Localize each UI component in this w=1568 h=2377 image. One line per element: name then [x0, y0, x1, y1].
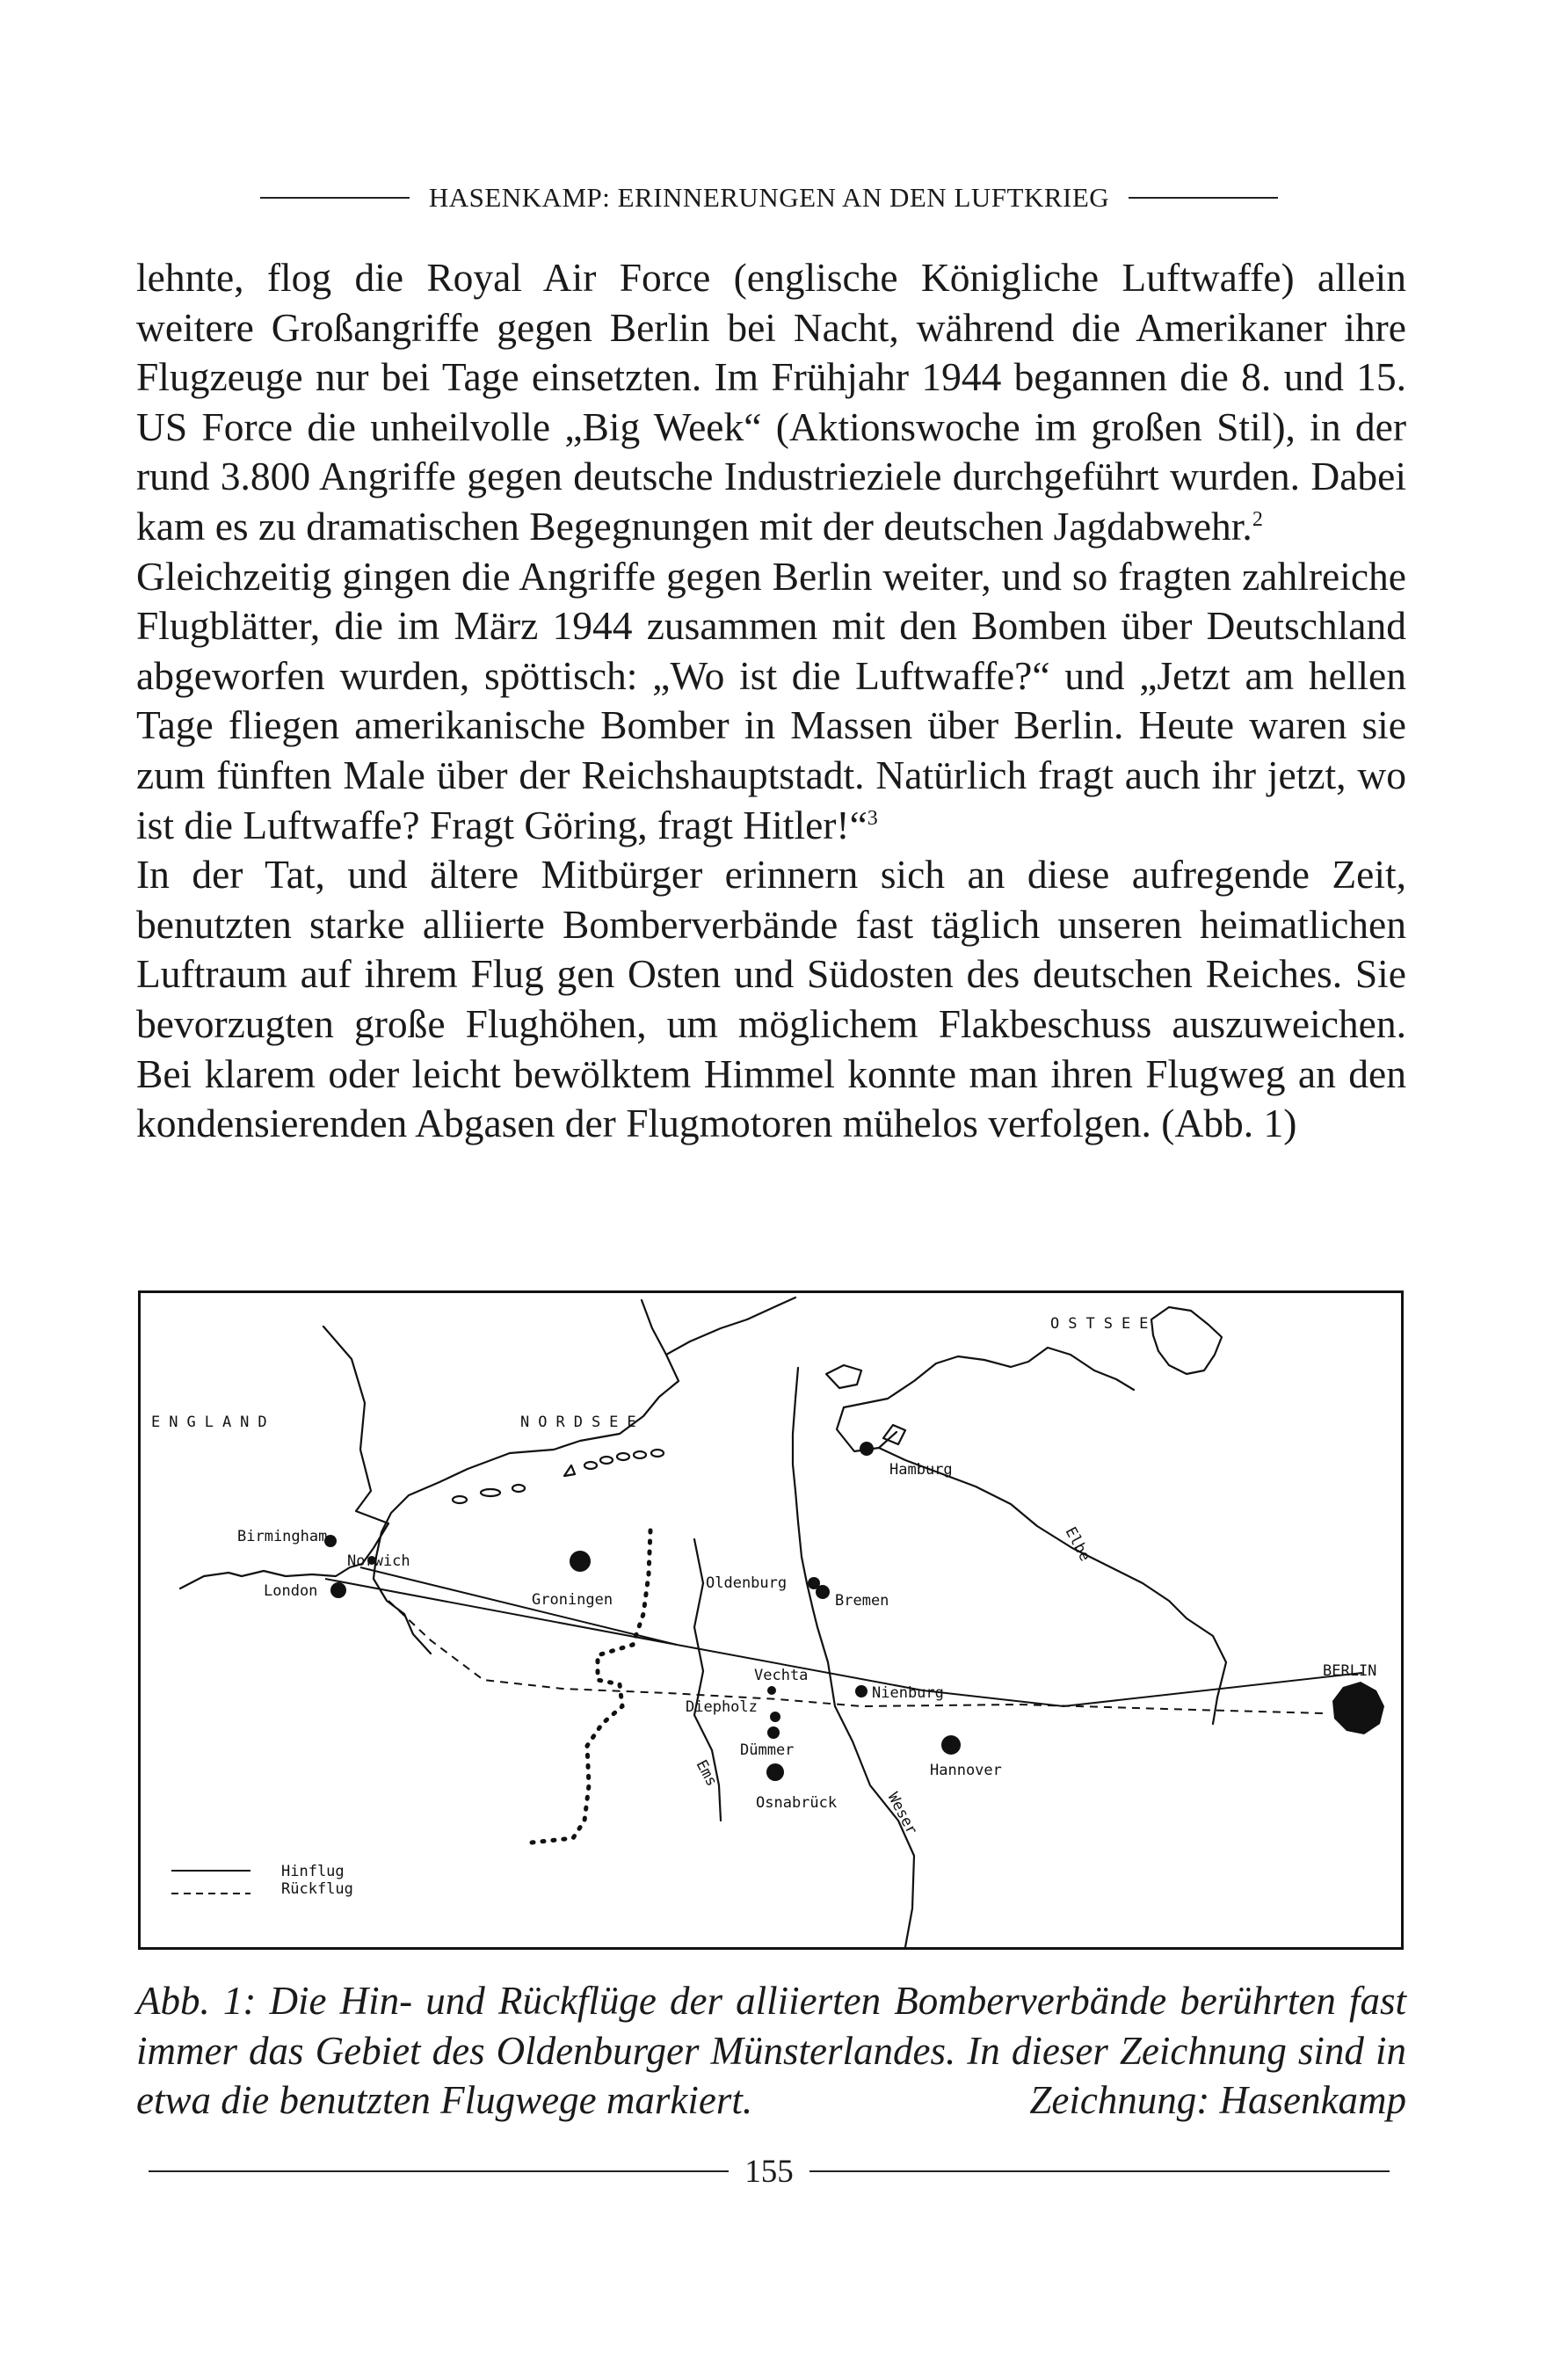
- label-hannover: Hannover: [930, 1762, 1002, 1779]
- label-duemmer: Dümmer: [740, 1741, 795, 1759]
- frisian-island-3: [512, 1485, 525, 1492]
- label-ems: Ems: [692, 1756, 721, 1790]
- label-birmingham: Birmingham: [237, 1528, 328, 1545]
- footer-rule-left: [149, 2170, 729, 2172]
- figure-caption: [136, 1976, 1406, 2126]
- outbound-route-line-2: [325, 1579, 677, 1645]
- legend-return-label: Rückflug: [281, 1880, 353, 1898]
- dot-bremen: [816, 1585, 830, 1599]
- footnote-ref-3[interactable]: 3: [867, 806, 878, 830]
- label-osnabrueck: Osnabrück: [756, 1794, 838, 1812]
- dot-hamburg: [860, 1442, 874, 1456]
- label-elbe: Elbe: [1061, 1523, 1094, 1565]
- dot-vechta: [767, 1686, 776, 1695]
- label-nordsee: NORDSEE: [520, 1414, 645, 1431]
- label-hamburg: Hamburg: [889, 1461, 953, 1479]
- baltic-coastline-east: [844, 1348, 1134, 1407]
- footer-rule-right: [809, 2170, 1390, 2172]
- label-groningen: Groningen: [532, 1591, 613, 1609]
- running-head-rule-right: [1129, 197, 1278, 199]
- dot-hannover: [941, 1735, 961, 1755]
- legend-outbound-label: Hinflug: [281, 1863, 345, 1880]
- label-vechta: Vechta: [754, 1667, 809, 1684]
- paragraph-2-text: Gleichzeitig gingen die Angriffe gegen Berlin weiter, und so fragten zahlreiche Flugblätter, die im März 1944 zusammen mit den Bomben über Deutschland abgeworfen wurden, spöttisch: „Wo ist die Luftwaffe?“ und „Jetzt am hellen Tage fliegen amerikanische Bomber in Massen über Berlin. Heute waren sie zum fünften Male über der Reichshauptstadt. Natürlich fragt auch ihr jetzt, wo ist die Luftwaffe? Fragt Göring, fragt Hitler!“: [136, 553, 1406, 847]
- label-nienburg: Nienburg: [872, 1684, 944, 1702]
- england-coastline: [180, 1327, 388, 1588]
- map-legend: [171, 1863, 353, 1898]
- frisian-island-8: [634, 1451, 646, 1458]
- running-head-title: HASENKAMP: ERINNERUNGEN AN DEN LUFTKRIEG: [428, 182, 1110, 213]
- continental-coastline: [374, 1300, 679, 1654]
- label-london: London: [264, 1582, 318, 1600]
- baltic-coastline: [666, 1298, 795, 1355]
- dot-london: [330, 1582, 346, 1598]
- dot-groningen: [570, 1551, 591, 1572]
- caption-paragraph: [136, 1976, 1406, 2126]
- footnote-ref-2[interactable]: 2: [1252, 507, 1263, 531]
- river-elbe: [879, 1448, 1226, 1724]
- map-figure: [138, 1290, 1404, 1950]
- page-footer: [132, 2147, 1406, 2196]
- dot-duemmer: [767, 1726, 780, 1739]
- dot-osnabrueck: [766, 1763, 784, 1781]
- frisian-island-9: [651, 1450, 664, 1457]
- paragraph-2: [136, 552, 1406, 851]
- caption-text: Abb. 1: Die Hin- und Rückflüge der alliierten Bomberverbände berührten fast immer das Gebiet des Oldenburger Münsterlandes. In dieser Zeichnung sind in etwa die benutzten Flugwege markiert.: [136, 1979, 1406, 2123]
- paragraph-3: [136, 850, 1406, 1149]
- frisian-island-7: [617, 1453, 629, 1460]
- caption-credit: Zeichnung: Hasenkamp: [1029, 2078, 1406, 2123]
- label-berlin: BERLIN: [1323, 1662, 1377, 1680]
- paragraph-3-text: In der Tat, und ältere Mitbürger erinnern sich an diese aufregende Zeit, benutzten starke alliierte Bomberverbände fast täglich unseren heimatlichen Luftraum auf ihrem Flug gen Osten und Südosten des deutschen Reiches. Sie bevorzugten große Flughöhen, um möglichem Flakbeschuss auszuweichen. Bei klarem oder leicht bewölktem Himmel konnte man ihren Flugweg an den kondensierenden Abgasen der Flugmotoren mühelos verfolgen. (Abb. 1): [136, 852, 1406, 1146]
- paragraph-1-text: lehnte, flog die Royal Air Force (englische Königliche Luftwaffe) allein weitere Großangriffe gegen Berlin bei Nacht, während die Amerikaner ihre Flugzeuge nur bei Tage einsetzten. Im Frühjahr 1944 begannen die 8. und 15. US Force die unheilvolle „Big Week“ (Aktionswoche im großen Stil), in der rund 3.800 Angriffe gegen deutsche Industrieziele durchgeführt wurden. Dabei kam es zu dramatischen Begegnungen mit der deutschen Jagdabwehr.: [136, 255, 1406, 549]
- label-england: ENGLAND: [151, 1414, 276, 1431]
- page-number: 155: [744, 2153, 794, 2190]
- body-text: [136, 253, 1406, 1149]
- label-ostsee: OSTSEE: [1050, 1315, 1158, 1333]
- island-fehmarn: [826, 1365, 861, 1388]
- frisian-island-5: [584, 1462, 597, 1469]
- label-diepholz: Diepholz: [686, 1698, 758, 1716]
- dot-diepholz: [770, 1712, 780, 1722]
- frisian-island-2: [481, 1489, 500, 1496]
- label-weser: Weser: [883, 1789, 921, 1838]
- frisian-island-1: [453, 1496, 467, 1503]
- label-oldenburg: Oldenburg: [706, 1574, 788, 1592]
- flight-route-map: [141, 1293, 1401, 1947]
- label-norwich: Norwich: [347, 1552, 410, 1570]
- dot-berlin: [1332, 1682, 1384, 1734]
- label-bremen: Bremen: [835, 1592, 889, 1610]
- dot-nienburg: [855, 1685, 867, 1697]
- running-head: [132, 180, 1406, 215]
- paragraph-1: [136, 253, 1406, 552]
- running-head-rule-left: [260, 197, 410, 199]
- island-ruegen: [1151, 1307, 1222, 1374]
- frisian-island-4: [564, 1465, 575, 1476]
- frisian-island-6: [600, 1457, 613, 1464]
